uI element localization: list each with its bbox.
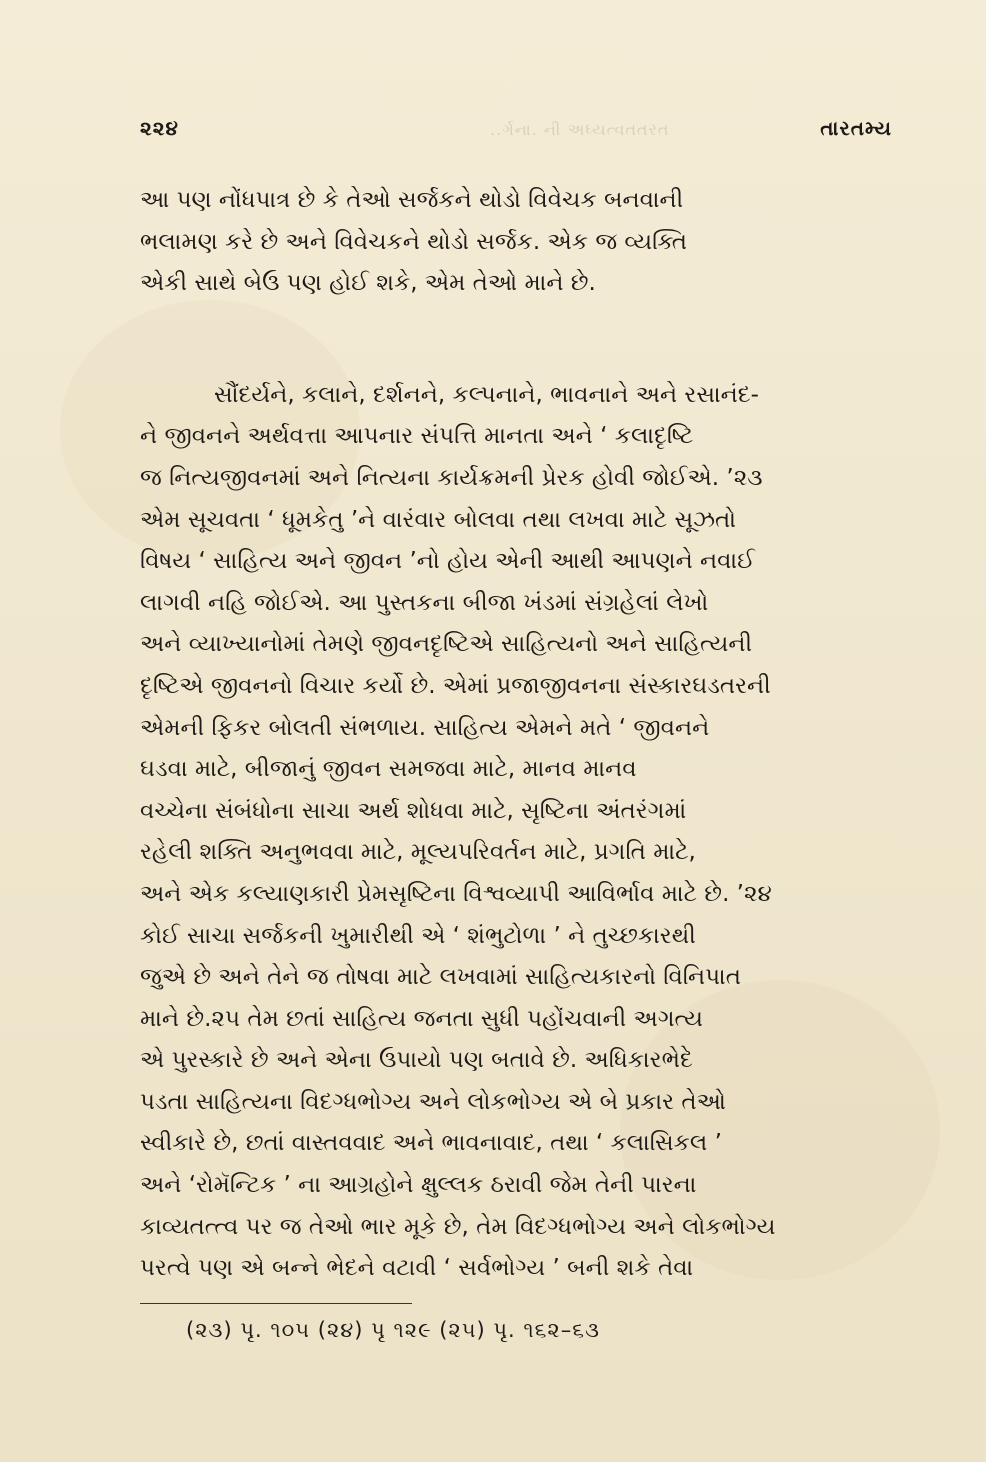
text-line: અને ‘રોમૅન્ટિક ’ ના આગ્રહોને ક્ષુલ્લક ઠરાવી જેમ તેની પારના: [140, 1172, 697, 1199]
footnote-references: (૨૩) પૃ. ૧૦૫ (૨૪) પૃ ૧૨૯ (૨૫) પૃ. ૧૬૨–૬૩: [186, 1318, 600, 1342]
body-text: [140, 180, 900, 1290]
text-line: કાવ્યતત્ત્વ પર જ તેઓ ભાર મૂકે છે, તેમ વિદગ્ધભોગ્ય અને લોકભોગ્ય: [140, 1213, 776, 1240]
text-line: ઘડવા માટે, બીજાનું જીવન સમજવા માટે, માનવ માનવ: [140, 756, 637, 783]
text-line: ભલામણ કરે છે અને વિવેચકને થોડો સર્જક. એક જ વ્યક્તિ: [140, 228, 688, 255]
text-line: અને વ્યાખ્યાનોમાં તેમણે જીવનદૃષ્ટિએ સાહિત્યનો અને સાહિત્યની: [140, 631, 753, 658]
paragraph-1: [140, 180, 900, 305]
text-line: એમની ફિકર બોલતી સંભળાય. સાહિત્ય એમને મતે ‘ જીવનને: [140, 714, 710, 741]
footnote-divider: [140, 1303, 412, 1304]
text-line: દૃષ્ટિએ જીવનનો વિચાર કર્યો છે. એમાં પ્રજાજીવનના સંસ્કારઘડતરની: [140, 672, 771, 699]
bleed-through-text: ..ર્ગના. ની અધ્યત્વતતરત: [490, 120, 670, 139]
paragraph-2: [140, 375, 900, 1290]
text-line: એમ સૂચવતા ‘ ધૂમકેતુ ’ને વારંવાર બોલવા તથા લખવા માટે સૂઝતો: [140, 506, 737, 533]
text-line: જ નિત્યજીવનમાં અને નિત્યના કાર્યક્રમની પ્રેરક હોવી જોઈએ. ’૨૩: [140, 464, 763, 491]
text-line: માને છે.૨૫ તેમ છતાં સાહિત્ય જનતા સુધી પહોંચવાની અગત્ય: [140, 1005, 704, 1032]
text-line: અને એક કલ્યાણકારી પ્રેમસૃષ્ટિના વિશ્વવ્યાપી આવિર્ભાવ માટે છે. ’૨૪: [140, 880, 772, 907]
text-line: સ્વીકારે છે, છતાં વાસ્તવવાદ અને ભાવનાવાદ, તથા ‘ કલાસિકલ ’: [140, 1130, 722, 1157]
text-line: એકી સાથે બેઉ પણ હોઈ શકે, એમ તેઓ માને છે.: [140, 270, 596, 297]
text-line: આ પણ નોંધપાત્ર છે કે તેઓ સર્જકને થોડો વિવેચક બનવાની: [140, 187, 684, 213]
text-line: એ પુરસ્કારે છે અને એના ઉપાયો પણ બતાવે છે. અધિકારભેદે: [140, 1047, 693, 1074]
text-line: રહેલી શક્તિ અનુભવવા માટે, મૂલ્યપરિવર્તન માટે, પ્રગતિ માટે,: [140, 839, 696, 866]
paragraph-gap: [140, 305, 900, 375]
running-title: તારતમ્ય: [820, 116, 892, 140]
page-number: ૨૨૪: [140, 116, 179, 140]
text-line: ને જીવનને અર્થવત્તા આપનાર સંપત્તિ માનતા અને ‘ કલાદૃષ્ટિ: [140, 423, 694, 450]
text-line: વચ્ચેના સંબંધોના સાચા અર્થ શોધવા માટે, સૃષ્ટિના અંતરંગમાં: [140, 797, 687, 824]
text-line: જુએ છે અને તેને જ તોષવા માટે લખવામાં સાહિત્યકારનો વિનિપાત: [140, 964, 741, 991]
text-line: પડતા સાહિત્યના વિદગ્ધભોગ્ય અને લોકભોગ્ય એ બે પ્રકાર તેઓ: [140, 1088, 726, 1115]
text-line: વિષય ‘ સાહિત્ય અને જીવન ’નો હોય એની આથી આપણને નવાઈ: [140, 548, 755, 575]
text-line: લાગવી નહિ જોઈએ. આ પુસ્તકના બીજા ખંડમાં સંગ્રહેલાં લેખો: [140, 589, 709, 616]
text-line: પરત્વે પણ એ બન્ને ભેદને વટાવી ‘ સર્વભોગ્ય ’ બની શકે તેવા: [140, 1255, 694, 1282]
text-line: કોઈ સાચા સર્જકની ખુમારીથી એ ‘ શંભુટોળા ’ ને તુચ્છકારથી: [140, 922, 696, 949]
text-line: સૌંદર્યને, કલાને, દર્શનને, કલ્પનાને, ભાવનાને અને રસાનંદ-: [214, 381, 759, 408]
